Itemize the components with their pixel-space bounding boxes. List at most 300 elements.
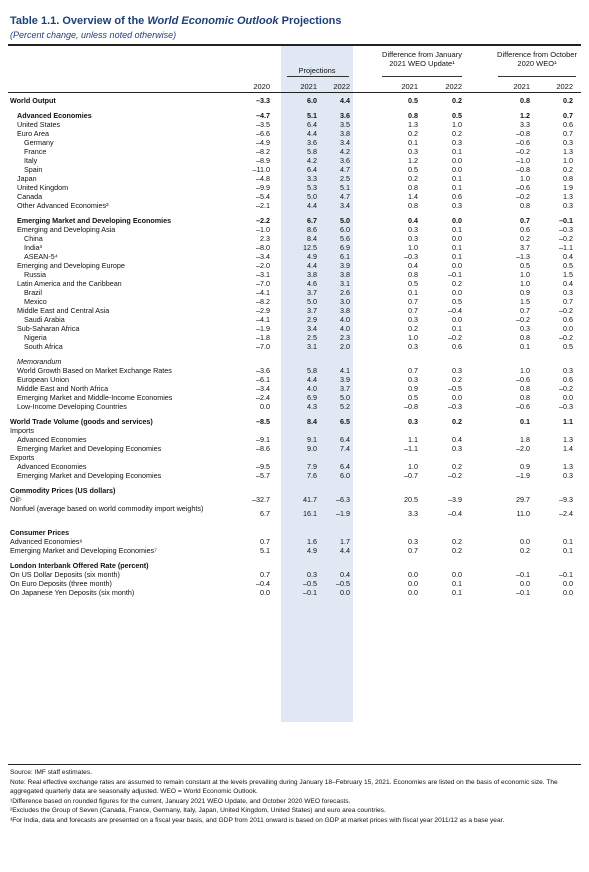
row-label: Middle East and Central Asia xyxy=(17,306,110,315)
row-value: 0.2 xyxy=(408,324,418,333)
row-label: Nigeria xyxy=(24,333,47,342)
row-value: –0.7 xyxy=(404,471,418,480)
row-value: 4.4 xyxy=(307,261,317,270)
row-label: France xyxy=(24,147,47,156)
table-row xyxy=(8,174,581,183)
row-value: 6.0 xyxy=(340,225,350,234)
row-value: –9.1 xyxy=(256,435,270,444)
row-value: –0.3 xyxy=(448,402,462,411)
row-value: 0.8 xyxy=(520,201,530,210)
row-value: –2.2 xyxy=(256,216,270,225)
table-row xyxy=(8,120,581,129)
row-value: –8.9 xyxy=(256,156,270,165)
row-value: 6.0 xyxy=(340,471,350,480)
row-value: 0.3 xyxy=(408,147,418,156)
row-value: 0.3 xyxy=(408,234,418,243)
row-value: –8.6 xyxy=(256,444,270,453)
table-row xyxy=(8,306,581,315)
row-value: 0.0 xyxy=(452,288,462,297)
row-value: 1.3 xyxy=(563,435,573,444)
row-value: 5.0 xyxy=(340,216,350,225)
row-value: –3.9 xyxy=(448,495,462,504)
row-label: World Output xyxy=(10,96,56,105)
row-value: 1.5 xyxy=(563,270,573,279)
row-value: 0.9 xyxy=(408,384,418,393)
row-value: 2.6 xyxy=(340,288,350,297)
row-value: 0.5 xyxy=(520,261,530,270)
row-value: 2.5 xyxy=(340,174,350,183)
table-row xyxy=(8,216,581,225)
row-value: –0.4 xyxy=(256,579,270,588)
row-value: 0.7 xyxy=(563,111,573,120)
row-value: 3.1 xyxy=(340,279,350,288)
row-value: 0.5 xyxy=(563,261,573,270)
row-value: 0.2 xyxy=(452,537,462,546)
row-value: 7.4 xyxy=(340,444,350,453)
row-value: –0.8 xyxy=(516,129,530,138)
row-value: 4.0 xyxy=(307,384,317,393)
row-label: Italy xyxy=(24,156,38,165)
row-value: –0.1 xyxy=(303,588,317,597)
row-value: –0.2 xyxy=(448,333,462,342)
table-row xyxy=(8,462,581,471)
row-value: 4.7 xyxy=(340,192,350,201)
table-row xyxy=(8,546,581,555)
row-value: –0.3 xyxy=(559,225,573,234)
table-row xyxy=(8,393,581,402)
row-value: 4.4 xyxy=(340,96,350,105)
row-value: –9.9 xyxy=(256,183,270,192)
row-value: –8.2 xyxy=(256,147,270,156)
row-value: 0.1 xyxy=(452,183,462,192)
row-value: 0.8 xyxy=(520,393,530,402)
row-value: –1.1 xyxy=(404,444,418,453)
row-value: 0.5 xyxy=(408,165,418,174)
row-label: Germany xyxy=(24,138,54,147)
year-header-1: 2021 xyxy=(300,82,317,91)
row-value: 0.1 xyxy=(408,288,418,297)
row-value: 0.6 xyxy=(452,342,462,351)
row-value: –0.2 xyxy=(559,234,573,243)
table-row xyxy=(8,342,581,351)
row-value: 0.0 xyxy=(520,579,530,588)
row-value: 0.0 xyxy=(452,234,462,243)
row-value: 20.5 xyxy=(404,495,418,504)
row-value: 1.1 xyxy=(563,417,573,426)
row-value: 0.3 xyxy=(452,444,462,453)
row-value: 3.8 xyxy=(307,270,317,279)
row-value: 0.4 xyxy=(563,279,573,288)
row-value: –9.3 xyxy=(559,495,573,504)
row-label: Commodity Prices (US dollars) xyxy=(10,486,116,495)
row-value: 0.2 xyxy=(408,129,418,138)
table-row xyxy=(8,147,581,156)
row-value: 1.0 xyxy=(563,156,573,165)
row-value: 0.3 xyxy=(563,471,573,480)
table-row xyxy=(8,528,581,537)
table-row xyxy=(8,570,581,579)
row-value: 1.0 xyxy=(520,174,530,183)
row-value: 3.9 xyxy=(340,261,350,270)
table-row xyxy=(8,561,581,570)
row-value: 0.8 xyxy=(408,270,418,279)
row-value: 1.0 xyxy=(408,333,418,342)
row-value: 3.3 xyxy=(307,174,317,183)
row-value: 0.8 xyxy=(563,174,573,183)
row-value: –6.3 xyxy=(336,495,350,504)
row-value: 0.4 xyxy=(452,435,462,444)
row-label: Middle East and North Africa xyxy=(17,384,109,393)
projections-header: Projections xyxy=(298,66,336,75)
row-value: 9.1 xyxy=(307,435,317,444)
row-value: 0.7 xyxy=(520,306,530,315)
row-value: –1.9 xyxy=(336,509,350,518)
row-value: 0.3 xyxy=(452,138,462,147)
table-row xyxy=(8,96,581,105)
row-value: 0.2 xyxy=(452,462,462,471)
row-label: India³ xyxy=(24,243,42,252)
row-value: –2.9 xyxy=(256,306,270,315)
row-value: 6.4 xyxy=(340,435,350,444)
row-value: 0.7 xyxy=(260,537,270,546)
row-value: 1.0 xyxy=(520,270,530,279)
row-label: South Africa xyxy=(24,342,63,351)
row-value: 0.3 xyxy=(563,288,573,297)
projections-header-rule xyxy=(287,76,349,77)
row-value: 0.3 xyxy=(452,366,462,375)
row-value: 41.7 xyxy=(303,495,317,504)
row-value: 4.2 xyxy=(307,156,317,165)
table-row xyxy=(8,279,581,288)
row-value: 3.8 xyxy=(340,129,350,138)
row-value: 1.9 xyxy=(563,183,573,192)
row-value: 5.0 xyxy=(307,192,317,201)
row-value: 3.4 xyxy=(307,324,317,333)
row-value: 3.1 xyxy=(307,342,317,351)
table-row xyxy=(8,537,581,546)
row-value: –0.2 xyxy=(559,384,573,393)
row-value: 0.7 xyxy=(520,216,530,225)
row-value: 2.0 xyxy=(340,342,350,351)
row-value: –3.3 xyxy=(256,96,270,105)
row-value: 1.2 xyxy=(408,156,418,165)
row-value: –0.2 xyxy=(559,333,573,342)
row-value: 0.2 xyxy=(408,174,418,183)
table-row xyxy=(8,444,581,453)
row-value: 0.2 xyxy=(520,546,530,555)
year-header-5: 2021 xyxy=(513,82,530,91)
row-value: 6.7 xyxy=(260,509,270,518)
table-row xyxy=(8,486,581,495)
row-label: On Japanese Yen Deposits (six month) xyxy=(10,588,135,597)
row-value: 0.0 xyxy=(563,579,573,588)
row-value: –0.2 xyxy=(516,147,530,156)
row-value: 2.9 xyxy=(307,315,317,324)
row-value: 3.7 xyxy=(307,288,317,297)
bottom-rule xyxy=(8,764,581,765)
row-value: 5.0 xyxy=(307,297,317,306)
row-value: 0.1 xyxy=(452,579,462,588)
row-value: 3.6 xyxy=(307,138,317,147)
row-value: 5.1 xyxy=(340,183,350,192)
row-value: –7.0 xyxy=(256,342,270,351)
row-value: 5.6 xyxy=(340,234,350,243)
row-value: 0.0 xyxy=(408,570,418,579)
row-value: 0.0 xyxy=(452,216,462,225)
row-value: 0.0 xyxy=(340,588,350,597)
row-label: United Kingdom xyxy=(17,183,69,192)
row-value: –1.0 xyxy=(516,156,530,165)
row-value: 11.0 xyxy=(516,509,530,518)
table-row xyxy=(8,297,581,306)
row-value: –1.8 xyxy=(256,333,270,342)
row-value: 0.3 xyxy=(563,201,573,210)
row-value: 4.1 xyxy=(340,366,350,375)
row-value: –0.1 xyxy=(516,570,530,579)
note-line: ³For India, data and forecasts are presented on a fiscal year basis, and GDP from 2011 onward is based on GDP at market prices with fiscal year 2011/12 as a base year. xyxy=(10,816,505,824)
row-value: 0.0 xyxy=(520,537,530,546)
table-subtitle: (Percent change, unless noted otherwise) xyxy=(10,30,177,40)
row-value: –3.4 xyxy=(256,384,270,393)
row-value: 0.5 xyxy=(408,393,418,402)
row-value: 1.3 xyxy=(408,120,418,129)
row-value: –0.5 xyxy=(336,579,350,588)
table-row xyxy=(8,288,581,297)
row-value: 0.0 xyxy=(260,402,270,411)
table-row xyxy=(8,366,581,375)
row-label: Oil⁵ xyxy=(10,495,22,504)
row-value: 6.4 xyxy=(307,165,317,174)
row-value: 1.8 xyxy=(520,435,530,444)
row-value: 0.1 xyxy=(452,588,462,597)
table-row xyxy=(8,129,581,138)
table-row xyxy=(8,201,581,210)
table-row xyxy=(8,252,581,261)
note-line: ²Excludes the Group of Seven (Canada, France, Germany, Italy, Japan, United Kingdom, United States) and euro area countries. xyxy=(10,807,386,815)
row-value: –2.1 xyxy=(256,201,270,210)
table-row xyxy=(8,435,581,444)
row-value: 3.6 xyxy=(340,156,350,165)
table-row xyxy=(8,471,581,480)
row-value: 0.5 xyxy=(408,279,418,288)
row-value: 3.7 xyxy=(520,243,530,252)
row-value: –1.9 xyxy=(256,324,270,333)
row-value: 4.0 xyxy=(340,315,350,324)
row-value: 0.4 xyxy=(408,261,418,270)
row-value: 0.8 xyxy=(408,111,418,120)
row-value: 0.3 xyxy=(563,138,573,147)
row-value: 6.4 xyxy=(340,462,350,471)
row-value: 3.7 xyxy=(340,384,350,393)
row-value: 1.0 xyxy=(452,120,462,129)
header-bottom-rule xyxy=(8,92,581,93)
table-row xyxy=(8,192,581,201)
row-label: Consumer Prices xyxy=(10,528,70,537)
row-value: –0.4 xyxy=(448,509,462,518)
row-value: –3.4 xyxy=(256,252,270,261)
table-row xyxy=(8,234,581,243)
row-value: 0.2 xyxy=(563,165,573,174)
row-value: 0.0 xyxy=(563,324,573,333)
row-value: –11.0 xyxy=(252,165,270,174)
row-value: 0.3 xyxy=(408,375,418,384)
row-value: 3.8 xyxy=(340,306,350,315)
row-value: 5.8 xyxy=(307,147,317,156)
row-value: 0.0 xyxy=(408,588,418,597)
row-value: 0.6 xyxy=(520,225,530,234)
row-value: 0.2 xyxy=(520,234,530,243)
row-value: 0.1 xyxy=(452,147,462,156)
row-value: 0.6 xyxy=(563,375,573,384)
row-value: –0.4 xyxy=(448,306,462,315)
table-title: Table 1.1. Overview of the World Economic Outlook Projections xyxy=(10,15,342,27)
year-header-2: 2022 xyxy=(333,82,350,91)
row-value: 0.3 xyxy=(408,537,418,546)
row-label: Russia xyxy=(24,270,46,279)
row-value: –0.5 xyxy=(448,384,462,393)
row-value: 4.7 xyxy=(340,165,350,174)
data-rows xyxy=(8,96,581,597)
row-value: 8.4 xyxy=(307,234,317,243)
row-value: 6.9 xyxy=(307,393,317,402)
row-value: 0.3 xyxy=(408,225,418,234)
row-value: –0.6 xyxy=(516,402,530,411)
row-label: Japan xyxy=(17,174,37,183)
row-label: Advanced Economies xyxy=(17,462,87,471)
row-value: –6.6 xyxy=(256,129,270,138)
row-value: 6.0 xyxy=(307,96,317,105)
row-value: 0.5 xyxy=(452,111,462,120)
row-value: 0.9 xyxy=(520,462,530,471)
row-value: –0.8 xyxy=(516,165,530,174)
row-value: 3.6 xyxy=(340,111,350,120)
row-value: –0.6 xyxy=(516,375,530,384)
row-value: 0.8 xyxy=(520,384,530,393)
row-value: –2.0 xyxy=(516,444,530,453)
row-value: 2.3 xyxy=(260,234,270,243)
row-label: World Growth Based on Market Exchange Rates xyxy=(17,366,172,375)
row-label: Canada xyxy=(17,192,43,201)
row-value: 1.3 xyxy=(563,147,573,156)
row-value: 0.1 xyxy=(520,342,530,351)
row-value: 1.2 xyxy=(520,111,530,120)
row-label: ASEAN-5⁴ xyxy=(24,252,58,261)
row-value: –0.1 xyxy=(448,270,462,279)
row-value: 1.1 xyxy=(408,435,418,444)
row-label: Emerging and Developing Asia xyxy=(17,225,116,234)
row-label: European Union xyxy=(17,375,69,384)
year-header-4: 2022 xyxy=(445,82,462,91)
row-value: 0.1 xyxy=(452,324,462,333)
row-value: –3.1 xyxy=(256,270,270,279)
row-value: –0.6 xyxy=(516,183,530,192)
row-value: 0.0 xyxy=(452,393,462,402)
row-value: 5.1 xyxy=(260,546,270,555)
row-value: 4.4 xyxy=(307,375,317,384)
row-label: Euro Area xyxy=(17,129,49,138)
row-value: 0.1 xyxy=(520,417,530,426)
row-value: 8.6 xyxy=(307,225,317,234)
row-value: –4.9 xyxy=(256,138,270,147)
row-value: –2.4 xyxy=(256,393,270,402)
row-value: 4.2 xyxy=(340,147,350,156)
table-row xyxy=(8,579,581,588)
note-line: ¹Difference based on rounded figures for the current, January 2021 WEO Update, and October 2020 WEO forecasts. xyxy=(10,797,351,805)
row-value: –0.2 xyxy=(448,471,462,480)
row-value: 6.5 xyxy=(340,417,350,426)
row-value: 0.7 xyxy=(408,546,418,555)
row-value: 0.3 xyxy=(520,324,530,333)
row-value: 0.4 xyxy=(408,216,418,225)
row-value: 0.6 xyxy=(563,315,573,324)
row-value: –1.9 xyxy=(516,471,530,480)
row-value: 0.2 xyxy=(452,375,462,384)
row-label: Spain xyxy=(24,165,43,174)
table-row xyxy=(8,357,581,366)
row-value: 0.2 xyxy=(452,129,462,138)
row-value: 0.4 xyxy=(563,252,573,261)
row-value: 1.0 xyxy=(520,366,530,375)
row-label: World Trade Volume (goods and services) xyxy=(10,417,153,426)
table-row xyxy=(8,165,581,174)
row-label: On US Dollar Deposits (six month) xyxy=(10,570,120,579)
diff-oct-header: Difference from October 2020 WEO¹ xyxy=(497,50,577,68)
row-value: –0.6 xyxy=(516,138,530,147)
row-value: 1.7 xyxy=(340,537,350,546)
table-row xyxy=(8,426,581,435)
row-value: 29.7 xyxy=(516,495,530,504)
row-label: Mexico xyxy=(24,297,47,306)
row-label: Emerging Market and Developing Economies xyxy=(17,444,162,453)
row-value: –0.1 xyxy=(559,216,573,225)
row-label: Memorandum xyxy=(17,357,62,366)
row-value: 0.7 xyxy=(408,297,418,306)
row-value: 0.0 xyxy=(563,393,573,402)
row-value: –0.8 xyxy=(404,402,418,411)
row-value: –0.3 xyxy=(559,402,573,411)
row-value: 16.1 xyxy=(303,509,317,518)
row-value: 4.4 xyxy=(340,546,350,555)
row-value: 6.9 xyxy=(340,243,350,252)
row-label: Advanced Economies xyxy=(17,111,92,120)
row-label: Sub-Saharan Africa xyxy=(17,324,80,333)
row-value: –0.1 xyxy=(516,588,530,597)
year-header-0: 2020 xyxy=(253,82,270,91)
row-value: 3.4 xyxy=(340,201,350,210)
row-value: 0.1 xyxy=(408,138,418,147)
row-value: 0.3 xyxy=(408,417,418,426)
table-row xyxy=(8,156,581,165)
row-value: –1.1 xyxy=(559,243,573,252)
table-row xyxy=(8,333,581,342)
row-value: 0.7 xyxy=(408,306,418,315)
table-row xyxy=(8,375,581,384)
row-value: 0.5 xyxy=(452,297,462,306)
row-value: –3.6 xyxy=(256,366,270,375)
row-value: –4.1 xyxy=(256,288,270,297)
row-value: 0.1 xyxy=(563,537,573,546)
diff-jan-header-rule xyxy=(382,76,462,77)
table-row xyxy=(8,270,581,279)
row-value: 0.7 xyxy=(563,297,573,306)
row-value: –32.7 xyxy=(252,495,270,504)
row-label: China xyxy=(24,234,43,243)
row-value: 1.6 xyxy=(307,537,317,546)
row-label: Advanced Economies⁶ xyxy=(10,537,83,546)
row-value: 5.0 xyxy=(340,393,350,402)
row-value: 1.4 xyxy=(563,444,573,453)
row-value: 4.4 xyxy=(307,201,317,210)
